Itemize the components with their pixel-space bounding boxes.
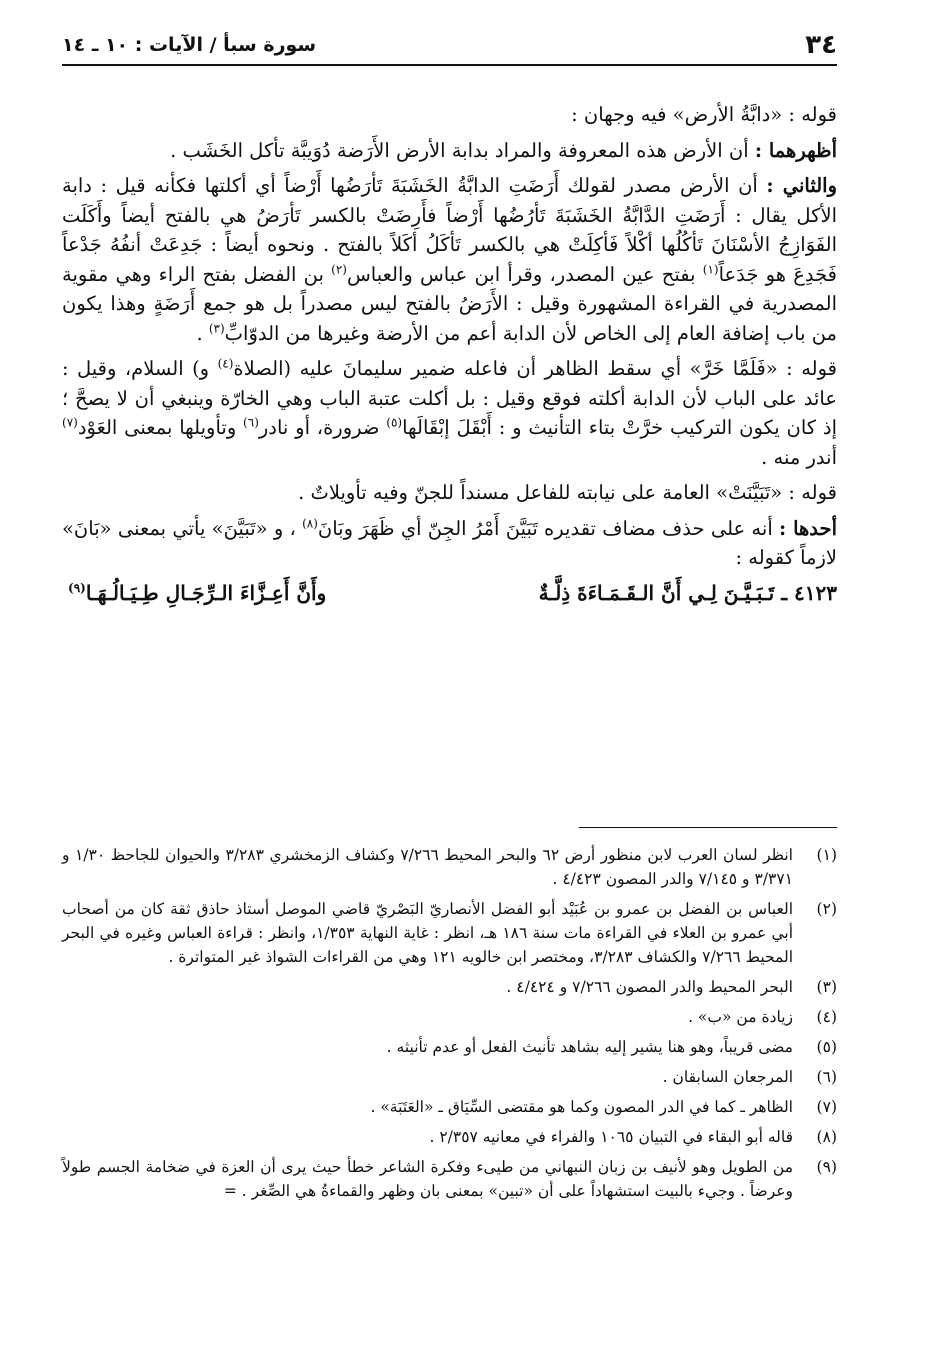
footnote-number: (٣) bbox=[816, 978, 837, 996]
footnote-number: (٧) bbox=[816, 1098, 837, 1116]
paragraph-3-text-a: أن الأرض مصدر لقولك أَرَضَتِ الدابَّةُ الخَشَبَةَ تَأرَضُها أَرْضاً أي أكلتها فكأنه قيل : دابة الأكل يقال : أَرَضَتِ الدَّابَّةُ الخَشَبَةَ تَأرُضُها أَرْضاً فأَرِضَتْ بالكسر تَأرَضُ هي بالفتح أيضاً وأَكَلَت الفَوَازِجُ الأسْنَانَ تَأكُلُها أكْلاً فَأكِلَتْ هي بالكسر تَأكَلُ أكَلاً بالفتح . ونحوه أيضاً : جَدِعَتْ أنفُهُ جَدْعاً فَجَدِعَ هو جَدَعاً bbox=[62, 174, 838, 286]
footnote-ref-6: (٦) bbox=[243, 415, 259, 430]
footnote-ref-2: (٢) bbox=[331, 262, 347, 276]
footnote-ref-7: (٧) bbox=[62, 415, 78, 430]
footnote-number: (٢) bbox=[816, 900, 837, 918]
footnote-number: (١) bbox=[816, 846, 837, 864]
poetry-verse bbox=[62, 579, 837, 609]
footnote-item bbox=[62, 1005, 837, 1029]
paragraph-6-text-b: ، و «تَبَيَّنَ» يأتي بمعنى «بَانَ» لازماً كقوله : bbox=[62, 516, 837, 569]
paragraph-4 bbox=[62, 354, 837, 472]
footnote-text: من الطويل وهو لأنيف بن زبان النبهاني من طيىء وفكرة الشاعر خطأ حيث يرى أن العزة في ضخامة الجسم طولاً وعرضاً . وجيء بالبيت استشهاداً على أن «تبين» بمعنى بان وظهر والقماءةُ هي الصِّغر . = bbox=[62, 1158, 793, 1200]
verse-part-1: تَـبَـيَّـنَ لِـي أَنَّ الـقَـمَـاءَةَ ذِلَّـةٌ bbox=[538, 580, 775, 605]
footnote-separator bbox=[579, 827, 837, 828]
verse-first-hemistich bbox=[539, 579, 837, 609]
verse-second-hemistich: وأَنَّ أَعِـزَّاءَ الـرِّجَـالِ طِـيَـالُـهَـا(٩) bbox=[68, 579, 326, 609]
paragraph-6-lead: أحدها : bbox=[779, 516, 838, 540]
paragraph-2-lead: أظهرهما : bbox=[754, 138, 837, 162]
paragraph-4-text-a: قوله : «فَلَمَّا خَرَّ» أي سقط الظاهر أن فاعله ضمير سليمانَ عليه (الصلاة bbox=[233, 357, 837, 380]
footnote-text: البحر المحيط والدر المصون ٧/٢٦٦ و ٤/٤٢٤ . bbox=[506, 978, 793, 996]
verse-part-2: وأَنَّ أَعِـزَّاءَ الـرِّجَـالِ طِـيَـالُـهَـا bbox=[85, 580, 327, 605]
running-title: سورة سبأ / الآيات : ١٠ ـ ١٤ bbox=[62, 34, 317, 56]
footnote-ref-4: (٤) bbox=[217, 356, 234, 371]
paragraph-1-text: قوله : «دابَّةُ الأرض» فيه وجهان : bbox=[571, 103, 837, 126]
footnotes bbox=[62, 843, 837, 1209]
paragraph-2 bbox=[62, 136, 837, 166]
footnote-text: الظاهر ـ كما في الدر المصون وكما هو مقتضى السِّيَاق ـ «العَتَبَة» . bbox=[370, 1098, 793, 1116]
verse-number: ٤١٢٣ ـ bbox=[781, 580, 837, 605]
footnote-number: (٨) bbox=[816, 1128, 837, 1146]
main-text bbox=[62, 100, 837, 608]
paragraph-5 bbox=[62, 478, 837, 508]
footnote-item bbox=[62, 843, 837, 891]
paragraph-3-text-c: بن الفضل بفتح الراء وهي مقوية المصدرية في القراءة المشهورة وقيل : الأَرَضُ بالفتح ليس مصدراً بل هو جمع أَرَضَةٍ وهذا يكون من باب إضافة العام إلى الخاص لأن الدابة أعم من الأرضة وغيرها من الدوّابِّ bbox=[62, 262, 837, 345]
page-number: ٣٤ bbox=[805, 30, 837, 60]
footnote-item bbox=[62, 897, 837, 969]
footnote-ref-1: (١) bbox=[702, 262, 719, 276]
paragraph-2-text: أن الأرض هذه المعروفة والمراد بدابة الأرض الأَرَضة دُوَيبَّة تأكل الخَشَب . bbox=[170, 138, 755, 162]
footnote-item bbox=[62, 1095, 837, 1119]
paragraph-3-text-b: بفتح عين المصدر، وقرأ ابن عباس والعباس bbox=[346, 262, 703, 286]
paragraph-3-end: . bbox=[196, 321, 209, 345]
footnote-ref-8: (٨) bbox=[302, 516, 318, 530]
footnote-number: (٦) bbox=[816, 1068, 837, 1086]
footnote-item bbox=[62, 975, 837, 999]
footnote-text: المرجعان السابقان . bbox=[662, 1068, 793, 1086]
paragraph-5-text: قوله : «تَبَيَّنَتْ» العامة على نيابته للفاعل مسنداً للجنّ وفيه تأويلاتٌ . bbox=[298, 481, 837, 504]
footnote-number: (٩) bbox=[816, 1158, 837, 1176]
paragraph-6 bbox=[62, 514, 837, 573]
paragraph-3-lead: والثاني : bbox=[766, 174, 837, 197]
header-rule bbox=[62, 64, 837, 66]
footnote-ref-5: (٥) bbox=[386, 415, 403, 430]
paragraph-4-text-d: وتأويلها بمعنى العَوْد bbox=[77, 416, 244, 439]
footnote-number: (٤) bbox=[816, 1008, 837, 1026]
footnote-text: مضى قريباً، وهو هنا يشير إليه بشاهد تأنيث الفعل أو عدم تأنيثه . bbox=[386, 1038, 793, 1056]
footnote-text: العباس بن الفضل بن عمرو بن عُبَيْد أبو الفضل الأنصاريّ البَصْريّ قاضي الموصل أستاذ حاذق ثقة كان من أصحاب أبي عمرو بن العلاء في القراءة مات سنة ١٨٦ هـ، انظر : غاية النهاية ١/٣٥٣، وانظر : قراءة العباس وغيره في البحر المحيط ٧/٢٦٦ والكشاف ٣/٢٨٣، ومختصر ابن خالويه ١٢١ وهي من القراءات الشواذ غير المتواترة . bbox=[62, 900, 794, 966]
footnote-item bbox=[62, 1155, 837, 1203]
footnote-ref-3: (٣) bbox=[208, 321, 225, 335]
footnote-text: انظر لسان العرب لابن منظور أرض ٦٢ والبحر المحيط ٧/٢٦٦ وكشاف الزمخشري ٣/٢٨٣ والحيوان للجاحظ ١/٣٠ و ٣/٣٧١ و ٧/١٤٥ والدر المصون ٤/٤٢٣ . bbox=[62, 846, 793, 888]
paragraph-4-text-c: ضرورة، أو نادر bbox=[258, 416, 387, 439]
paragraph-4-text-e: أندر منه . bbox=[761, 445, 837, 469]
paragraph-1 bbox=[62, 100, 837, 130]
page-header bbox=[62, 28, 837, 62]
footnote-number: (٥) bbox=[816, 1038, 837, 1056]
paragraph-6-text-a: أنه على حذف مضاف تقديره تَبَيَّنَ أَمْرُ الجِنّ أي ظَهَرَ وبَانَ bbox=[317, 516, 780, 540]
footnote-item bbox=[62, 1035, 837, 1059]
paragraph-4-text-b: و) السلام، وقيل : عائد على الباب لأن الدابة أكلته فوقع وقيل : بل أكلت عتبة الباب وهي الخارّة وينبغي أن لا يصحَّ ؛ إذ كان يكون التركيب خرَّتْ بتاء التأنيث و : أَبْقَلَ إبْقَالَها bbox=[62, 357, 837, 439]
footnote-text: زيادة من «ب» . bbox=[688, 1008, 793, 1026]
footnote-text: قاله أبو البقاء في التبيان ١٠٦٥ والفراء في معانيه ٢/٣٥٧ . bbox=[429, 1128, 793, 1146]
footnote-item bbox=[62, 1125, 837, 1149]
footnote-item bbox=[62, 1065, 837, 1089]
paragraph-3 bbox=[62, 171, 837, 348]
